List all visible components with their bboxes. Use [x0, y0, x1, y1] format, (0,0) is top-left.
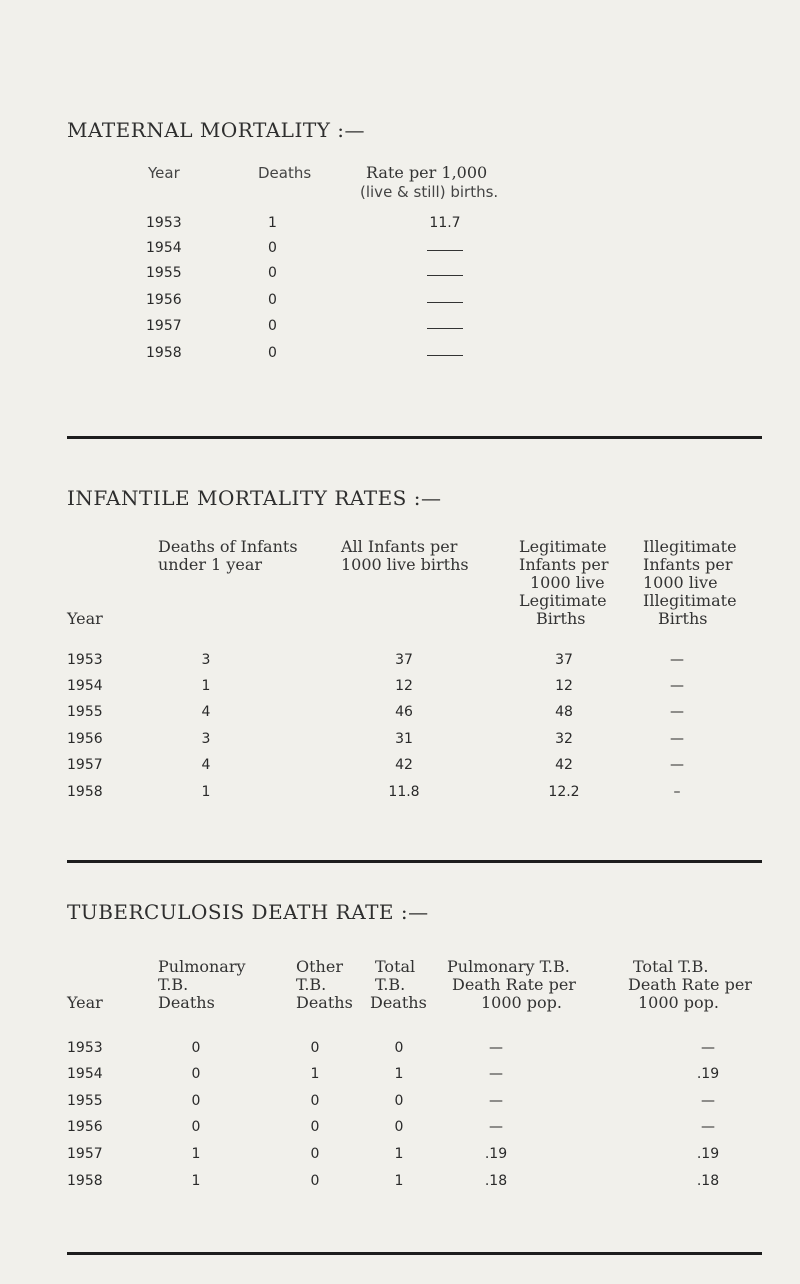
tb-pulmrate-cell: — [489, 1066, 503, 1082]
infantile-legit-cell: 42 [555, 757, 573, 773]
maternal-year-cell: 1955 [146, 265, 182, 281]
maternal-rate-dash [427, 250, 463, 251]
tb-header-other-1: Other [296, 957, 343, 976]
tb-header-pulmrate-3: 1000 pop. [481, 993, 563, 1012]
tuberculosis-title: TUBERCULOSIS DEATH RATE :— [67, 900, 429, 924]
tb-totalrate-cell: .18 [696, 1173, 720, 1189]
tb-header-pulmrate-1: Pulmonary T.B. [447, 957, 570, 976]
maternal-deaths-cell: 1 [268, 215, 277, 231]
tb-pulm-cell: 0 [191, 1040, 201, 1056]
infantile-header-deaths-1: Deaths of Infants [158, 537, 298, 556]
tb-total-cell: 1 [394, 1066, 404, 1082]
tb-pulm-cell: 0 [191, 1066, 201, 1082]
infantile-all-cell: 31 [395, 731, 413, 747]
infantile-header-all-1: All Infants per [341, 537, 458, 556]
infantile-year-cell: 1956 [67, 731, 103, 747]
infantile-deaths-cell: 4 [201, 757, 211, 773]
infantile-legit-cell: 12 [555, 678, 573, 694]
tb-header-year: Year [67, 993, 103, 1012]
infantile-header-year: Year [67, 609, 103, 628]
tb-header-pulm-3: Deaths [158, 993, 215, 1012]
maternal-header-rate-1: Rate per 1,000 [366, 163, 488, 182]
maternal-year-cell: 1953 [146, 215, 182, 231]
infantile-illegit-cell: — [670, 757, 684, 773]
tb-pulmrate-cell: .18 [484, 1173, 508, 1189]
section-divider [67, 860, 762, 863]
tb-year-cell: 1955 [67, 1093, 103, 1109]
tb-header-other-2: T.B. [296, 975, 327, 994]
tb-totalrate-cell: — [701, 1093, 715, 1109]
maternal-rate-dash [427, 355, 463, 356]
maternal-header-deaths: Deaths [258, 164, 312, 182]
infantile-illegit-cell: — [670, 678, 684, 694]
tb-year-cell: 1958 [67, 1173, 103, 1189]
infantile-illegit-cell: — [670, 704, 684, 720]
infantile-header-legit-3: 1000 live [530, 573, 605, 592]
infantile-deaths-cell: 3 [201, 652, 211, 668]
infantile-header-legit-5: Births [536, 609, 586, 628]
maternal-year-cell: 1954 [146, 240, 182, 256]
tb-other-cell: 0 [310, 1173, 320, 1189]
tb-header-total-1: Total [375, 957, 416, 976]
infantile-header-illegit-5: Births [658, 609, 708, 628]
infantile-header-illegit-1: Illegitimate [643, 537, 737, 556]
tb-header-total-3: Deaths [370, 993, 427, 1012]
tb-header-totalrate-3: 1000 pop. [638, 993, 720, 1012]
tb-header-totalrate-1: Total T.B. [633, 957, 709, 976]
infantile-year-cell: 1954 [67, 678, 103, 694]
tb-pulm-cell: 0 [191, 1093, 201, 1109]
infantile-year-cell: 1957 [67, 757, 103, 773]
tb-header-pulm-1: Pulmonary [158, 957, 246, 976]
tb-other-cell: 0 [310, 1146, 320, 1162]
tb-header-totalrate-2: Death Rate per [628, 975, 752, 994]
infantile-header-legit-4: Legitimate [519, 591, 607, 610]
tb-other-cell: 0 [310, 1040, 320, 1056]
tb-total-cell: 0 [394, 1119, 404, 1135]
tb-year-cell: 1956 [67, 1119, 103, 1135]
maternal-year-cell: 1956 [146, 292, 182, 308]
maternal-header-rate-2: (live & still) births. [360, 183, 499, 201]
infantile-deaths-cell: 1 [201, 678, 211, 694]
maternal-rate-cell: 11.7 [429, 215, 461, 231]
infantile-legit-cell: 12.2 [548, 784, 580, 800]
tb-pulm-cell: 0 [191, 1119, 201, 1135]
infantile-all-cell: 42 [395, 757, 413, 773]
infantile-legit-cell: 48 [555, 704, 573, 720]
tb-other-cell: 1 [310, 1066, 320, 1082]
infantile-illegit-cell: — [670, 731, 684, 747]
infantile-deaths-cell: 1 [201, 784, 211, 800]
infantile-year-cell: 1958 [67, 784, 103, 800]
infantile-illegit-cell: – [673, 784, 681, 800]
maternal-rate-dash [427, 302, 463, 303]
tb-year-cell: 1953 [67, 1040, 103, 1056]
tb-totalrate-cell: — [701, 1119, 715, 1135]
maternal-deaths-cell: 0 [268, 265, 277, 281]
tb-pulmrate-cell: .19 [484, 1146, 508, 1162]
maternal-deaths-cell: 0 [268, 292, 277, 308]
maternal-year-cell: 1957 [146, 318, 182, 334]
tb-pulmrate-cell: — [489, 1119, 503, 1135]
infantile-header-legit-2: Infants per [519, 555, 609, 574]
infantile-header-legit-1: Legitimate [519, 537, 607, 556]
maternal-deaths-cell: 0 [268, 345, 277, 361]
tb-header-other-3: Deaths [296, 993, 353, 1012]
tb-totalrate-cell: .19 [696, 1146, 720, 1162]
tb-year-cell: 1954 [67, 1066, 103, 1082]
infantile-header-deaths-2: under 1 year [158, 555, 263, 574]
infantile-legit-cell: 32 [555, 731, 573, 747]
infantile-title: INFANTILE MORTALITY RATES :— [67, 486, 442, 510]
tb-total-cell: 0 [394, 1093, 404, 1109]
tb-header-pulmrate-2: Death Rate per [452, 975, 576, 994]
infantile-all-cell: 37 [395, 652, 413, 668]
maternal-deaths-cell: 0 [268, 240, 277, 256]
tb-other-cell: 0 [310, 1093, 320, 1109]
section-divider [67, 436, 762, 439]
infantile-header-all-2: 1000 live births [341, 555, 469, 574]
infantile-all-cell: 46 [395, 704, 413, 720]
maternal-rate-dash [427, 328, 463, 329]
tb-pulm-cell: 1 [191, 1146, 201, 1162]
infantile-header-illegit-4: Illegitimate [643, 591, 737, 610]
tb-pulmrate-cell: — [489, 1040, 503, 1056]
infantile-deaths-cell: 3 [201, 731, 211, 747]
maternal-rate-dash [427, 275, 463, 276]
infantile-header-illegit-2: Infants per [643, 555, 733, 574]
infantile-year-cell: 1955 [67, 704, 103, 720]
maternal-year-cell: 1958 [146, 345, 182, 361]
tb-total-cell: 0 [394, 1040, 404, 1056]
tb-total-cell: 1 [394, 1173, 404, 1189]
section-divider [67, 1252, 762, 1255]
infantile-all-cell: 12 [395, 678, 413, 694]
infantile-legit-cell: 37 [555, 652, 573, 668]
maternal-title: MATERNAL MORTALITY :— [67, 118, 365, 142]
infantile-year-cell: 1953 [67, 652, 103, 668]
infantile-header-illegit-3: 1000 live [643, 573, 718, 592]
tb-total-cell: 1 [394, 1146, 404, 1162]
infantile-illegit-cell: — [670, 652, 684, 668]
infantile-deaths-cell: 4 [201, 704, 211, 720]
tb-pulmrate-cell: — [489, 1093, 503, 1109]
maternal-deaths-cell: 0 [268, 318, 277, 334]
tb-header-total-2: T.B. [375, 975, 406, 994]
tb-pulm-cell: 1 [191, 1173, 201, 1189]
maternal-header-year: Year [148, 164, 180, 182]
tb-other-cell: 0 [310, 1119, 320, 1135]
tb-totalrate-cell: — [701, 1040, 715, 1056]
tb-year-cell: 1957 [67, 1146, 103, 1162]
infantile-all-cell: 11.8 [388, 784, 420, 800]
tb-totalrate-cell: .19 [696, 1066, 720, 1082]
tb-header-pulm-2: T.B. [158, 975, 189, 994]
